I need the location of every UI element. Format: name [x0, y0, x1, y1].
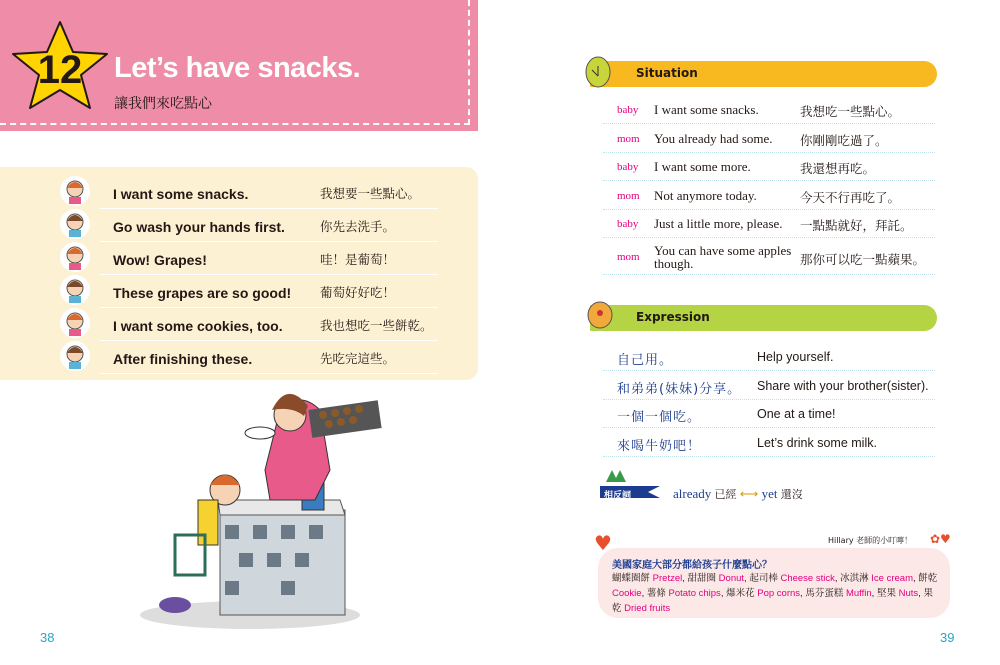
- expression-english: Share with your brother(sister).: [757, 378, 929, 393]
- dog-mascot-icon: [582, 293, 618, 333]
- snack-chinese: 爆米花: [726, 588, 755, 599]
- snack-english: Cheese stick: [780, 573, 835, 584]
- snack-item: 餅乾 Cookie,: [612, 573, 938, 599]
- speaker-label: mom: [617, 133, 640, 145]
- snack-chinese: 馬芬蛋糕: [805, 588, 844, 599]
- mom-and-girl-illustration: [130, 390, 390, 635]
- snack-english: Muffin: [845, 588, 872, 599]
- dialogue-english: After finishing these.: [113, 351, 253, 367]
- antonym-word2: yet: [761, 486, 778, 501]
- situation-title: Situation: [636, 66, 698, 80]
- situation-english: You can have some apples though.: [654, 243, 792, 271]
- tip-heading: Hillary 老師的小叮嚀！: [828, 536, 913, 545]
- snack-chinese: 甜甜圈: [687, 573, 717, 584]
- speaker-label: mom: [617, 190, 640, 202]
- situation-row: [603, 125, 935, 153]
- situation-banner: [590, 61, 937, 87]
- dialogue-row: [100, 209, 438, 242]
- snack-item: 馬芬蛋糕 Muffin,: [805, 588, 877, 599]
- situation-chinese: 你剛剛吃過了。: [800, 133, 888, 148]
- situation-row: [603, 182, 935, 210]
- snack-chinese: 蝴蝶圈餅: [612, 573, 651, 584]
- situation-english: You already had some.: [654, 131, 773, 146]
- snack-chinese: 果乾: [612, 588, 933, 614]
- dialogue-row: [100, 242, 438, 275]
- situation-row: [603, 153, 935, 181]
- snack-english: Dried fruits: [624, 603, 671, 614]
- situation-english: I want some snacks.: [654, 102, 759, 117]
- tip-question: 美國家庭大部分都給孩子什麼點心？: [612, 560, 772, 571]
- situation-english: Not anymore today.: [654, 188, 757, 203]
- mom-avatar: [60, 209, 90, 239]
- mascot-icon: [580, 52, 616, 94]
- mom-avatar: [60, 341, 90, 371]
- snack-item: 甜甜圈 Donut,: [687, 573, 750, 584]
- situation-chinese: 那你可以吃一點蘋果。: [800, 252, 926, 267]
- expression-english: One at a time!: [757, 407, 836, 421]
- speaker-label: mom: [617, 251, 640, 263]
- dialogue-row: [100, 275, 438, 308]
- antonym-label: 相反詞: [604, 491, 632, 501]
- expression-row: [603, 400, 935, 428]
- dialogue-english: I want some cookies, too.: [113, 318, 283, 334]
- girl-avatar: [60, 176, 90, 206]
- speaker-label: baby: [617, 161, 639, 173]
- expression-row: [603, 343, 935, 371]
- snack-item: 爆米花 Pop corns,: [726, 588, 806, 599]
- situation-chinese: 一點點就好，拜託。: [800, 218, 913, 233]
- page-number-left: 38: [40, 630, 55, 645]
- expression-english: Help yourself.: [757, 350, 834, 364]
- snack-english: Pop corns: [757, 588, 801, 599]
- expression-chinese: 自己用。: [617, 353, 674, 368]
- dialogue-english: Go wash your hands first.: [113, 219, 285, 235]
- speaker-label: baby: [617, 104, 639, 116]
- dialogue-chinese: 葡萄好好吃！: [320, 285, 396, 300]
- girl-avatar: [60, 308, 90, 338]
- girl-avatar: [60, 242, 90, 272]
- snack-item: 蝴蝶圈餅 Pretzel,: [612, 573, 688, 584]
- snack-english: Donut: [718, 573, 745, 584]
- snack-item: 冰淇淋 Ice cream,: [840, 573, 919, 584]
- antonym-pair: [673, 486, 803, 502]
- speaker-label: baby: [617, 218, 639, 230]
- dialogue-chinese: 先吃完這些。: [320, 351, 396, 366]
- snack-chinese: 堅果: [876, 588, 896, 599]
- antonym-word1: already: [673, 486, 712, 501]
- page-title: Let’s have snacks.: [114, 52, 361, 84]
- snack-english: Pretzel: [652, 573, 683, 584]
- snack-english: Potato chips: [668, 588, 721, 599]
- snack-chinese: 起司棒: [749, 573, 778, 584]
- expression-banner: [590, 305, 937, 331]
- dialogue-english: Wow! Grapes!: [113, 252, 207, 268]
- expression-chinese: 來喝牛奶吧！: [617, 438, 702, 454]
- dialogue-row: [100, 341, 438, 374]
- situation-row: [603, 239, 935, 275]
- snack-list: [612, 571, 942, 616]
- page-number-right: 39: [940, 630, 955, 645]
- expression-row: [603, 429, 935, 457]
- expression-chinese: 一個一個吃。: [617, 410, 702, 425]
- snack-item: 起司棒 Cheese stick,: [749, 573, 841, 584]
- expression-chinese: 和弟弟(妹妹)分享。: [617, 381, 742, 397]
- situation-english: I want some more.: [654, 159, 751, 174]
- page-subtitle: 讓我們來吃點心: [114, 96, 212, 112]
- snack-chinese: 餅乾: [918, 573, 938, 584]
- expression-english: Let’s drink some milk.: [757, 435, 877, 450]
- snack-item: 堅果 Nuts,: [876, 588, 924, 599]
- heart-icon: ♥: [594, 531, 612, 555]
- dialogue-chinese: 你先去洗手。: [320, 219, 396, 234]
- dialogue-chinese: 我也想吃一些餅乾。: [320, 318, 433, 333]
- dialogue-row: [100, 176, 438, 209]
- arrow-icon: ⟷: [739, 486, 759, 501]
- dialogue-english: I want some snacks.: [113, 186, 249, 202]
- dialogue-chinese: 我想要一些點心。: [320, 186, 421, 201]
- antonym-word1-zh: 已經: [714, 489, 737, 501]
- antonym-word2-zh: 還沒: [780, 489, 803, 501]
- situation-row: [603, 210, 935, 238]
- situation-chinese: 今天不行再吃了。: [800, 190, 901, 205]
- snack-english: Cookie: [612, 588, 642, 599]
- snack-chinese: 冰淇淋: [840, 573, 869, 584]
- mom-avatar: [60, 275, 90, 305]
- snack-english: Ice cream: [871, 573, 914, 584]
- expression-row: [603, 372, 935, 400]
- snack-chinese: 薯條: [646, 588, 666, 599]
- lesson-number: 12: [37, 48, 83, 92]
- situation-chinese: 我想吃一些點心。: [800, 104, 901, 119]
- dialogue-row: [100, 308, 438, 341]
- situation-row: [603, 96, 935, 124]
- expression-title: Expression: [636, 310, 710, 324]
- dialogue-english: These grapes are so good!: [113, 285, 292, 301]
- dialogue-chinese: 哇！是葡萄！: [320, 252, 396, 267]
- flower-icon: ✿♥: [930, 532, 951, 546]
- snack-english: Nuts: [898, 588, 919, 599]
- snack-item: 薯條 Potato chips,: [646, 588, 727, 599]
- situation-chinese: 我還想再吃。: [800, 161, 876, 176]
- situation-english: Just a little more, please.: [654, 216, 783, 231]
